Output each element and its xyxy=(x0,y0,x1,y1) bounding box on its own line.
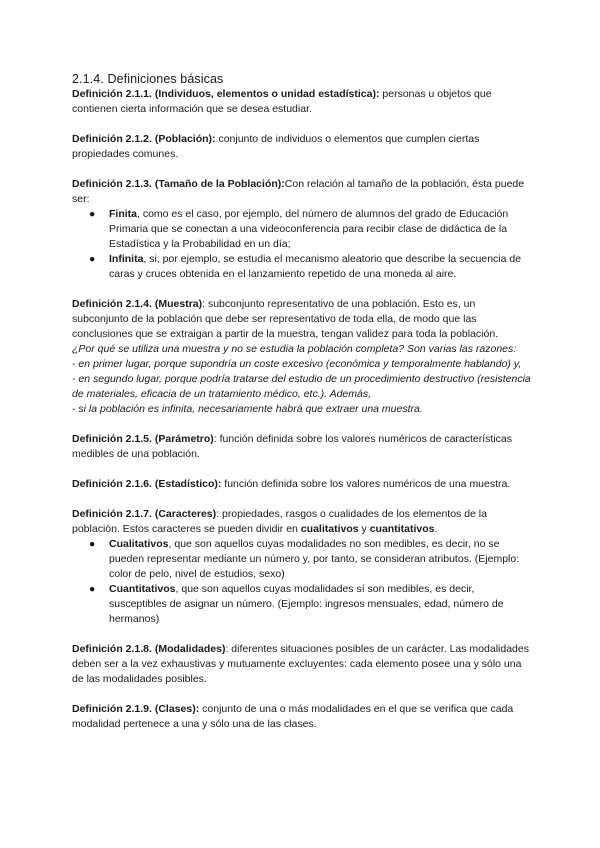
population-size-list xyxy=(72,207,532,282)
list-item-text: , que son aquellos cuyas modalidades no son medibles, es decir, no se pueden representar mediante un número y, por tanto, se consideran atributos. (Ejemplo: color de pelo, nivel de estudios, sexo) xyxy=(109,538,520,580)
list-item xyxy=(72,582,532,627)
list-item-label: Cualitativos xyxy=(109,538,169,550)
sample-reason: - en primer lugar, porque supondría un coste excesivo (económica y temporalmente hablando) y, xyxy=(72,358,522,370)
definition-2-1-5 xyxy=(72,432,532,462)
definition-text: Con relación al tamaño de la población, ésta puede ser: xyxy=(72,178,525,205)
definition-text: función definida sobre los valores numéricos de una muestra. xyxy=(221,478,511,490)
definition-2-1-6 xyxy=(72,477,532,492)
list-item-label: Infinita xyxy=(109,253,144,265)
definition-text: conjunto de una o más modalidades en el que se verifica que cada modalidad pertenece a una y sólo una de las clases. xyxy=(72,703,514,730)
definition-text: conjunto de individuos o elementos que cumplen ciertas propiedades comunes. xyxy=(72,133,480,160)
definition-keyword: cualitativos xyxy=(300,523,359,535)
sample-question: ¿Por qué se utiliza una muestra y no se estudia la población completa? Son varias las razones: xyxy=(72,343,517,355)
list-item xyxy=(72,207,532,252)
definition-term: Definición 2.1.2. (Población): xyxy=(72,133,216,145)
definition-term: Definición 2.1.3. (Tamaño de la Población): xyxy=(72,178,285,190)
bullet-icon: ● xyxy=(89,538,96,550)
definition-term: Definición 2.1.1. (Individuos, elementos o unidad estadística): xyxy=(72,88,380,100)
list-item-text: , que son aquellos cuyas modalidades sí son medibles, es decir, susceptibles de asignar un número. (Ejemplo: ingresos mensuales, edad, número de hermanos) xyxy=(109,583,504,625)
definition-2-1-8 xyxy=(72,642,532,687)
definition-keyword: cuantitativos xyxy=(369,523,435,535)
bullet-icon: ● xyxy=(89,208,96,220)
definition-text: : función definida sobre los valores numéricos de características medibles de una población. xyxy=(72,433,513,460)
definition-2-1-9 xyxy=(72,702,532,732)
list-item xyxy=(72,537,532,582)
definition-2-1-4 xyxy=(72,297,532,342)
section-title: 2.1.4. Definiciones básicas xyxy=(72,72,224,86)
definition-term: Definición 2.1.8. (Modalidades) xyxy=(72,643,226,655)
definition-text: personas u objetos que contienen cierta información que se desea estudiar. xyxy=(72,88,492,115)
list-item-label: Cuantitativos xyxy=(109,583,176,595)
definition-2-1-3 xyxy=(72,177,532,207)
definition-text: y xyxy=(358,523,370,535)
definition-term: Definición 2.1.4. (Muestra) xyxy=(72,298,203,310)
definition-2-1-2 xyxy=(72,132,532,162)
list-item-text: , si, por ejemplo, se estudia el mecanismo aleatorio que describe la secuencia de caras y cruces obtenida en el lanzamiento repetido de una moneda al aire. xyxy=(109,253,522,280)
bullet-icon: ● xyxy=(89,253,96,265)
document-content xyxy=(72,71,532,732)
list-item-label: Finita xyxy=(109,208,137,220)
definition-term: Definición 2.1.6. (Estadístico): xyxy=(72,478,222,490)
definition-2-1-1 xyxy=(72,87,532,117)
definition-term: Definición 2.1.5. (Parámetro) xyxy=(72,433,214,445)
list-item xyxy=(72,252,532,282)
list-item-text: , como es el caso, por ejemplo, del número de alumnos del grado de Educación Primaria que se conectan a una videoconferencia para recibir clase de didáctica de la Estadística y la Probabilidad en un día; xyxy=(109,208,509,250)
definition-text: : diferentes situaciones posibles de un carácter. Las modalidades deben ser a la vez exhaustivas y mutuamente excluyentes: cada elemento posee una y sólo una de las modalidades posibles. xyxy=(72,643,529,685)
definition-term: Definición 2.1.7. (Caracteres) xyxy=(72,508,217,520)
sample-reason: - en segundo lugar, porque podría tratarse del estudio de un procedimiento destructivo (resistencia de materiales, eficacia de un tratamiento médico, etc.). Además, xyxy=(72,373,531,400)
definition-term: Definición 2.1.9. (Clases): xyxy=(72,703,200,715)
character-types-list xyxy=(72,537,532,627)
definition-text: : subconjunto representativo de una población. Esto es, un subconjunto de la población que debe ser representativo de toda ella, de modo que las conclusiones que se extraigan a partir de la muestra, tengan validez para toda la población. xyxy=(72,298,499,340)
definition-text: : propiedades, rasgos o cualidades de los elementos de la población. Estos caracteres se pueden dividir en xyxy=(72,508,487,535)
bullet-icon: ● xyxy=(89,583,96,595)
sample-reason: - si la población es infinita, necesariamente habrá que extraer una muestra. xyxy=(72,403,423,415)
definition-2-1-7 xyxy=(72,507,532,537)
definition-text: . xyxy=(434,523,438,535)
